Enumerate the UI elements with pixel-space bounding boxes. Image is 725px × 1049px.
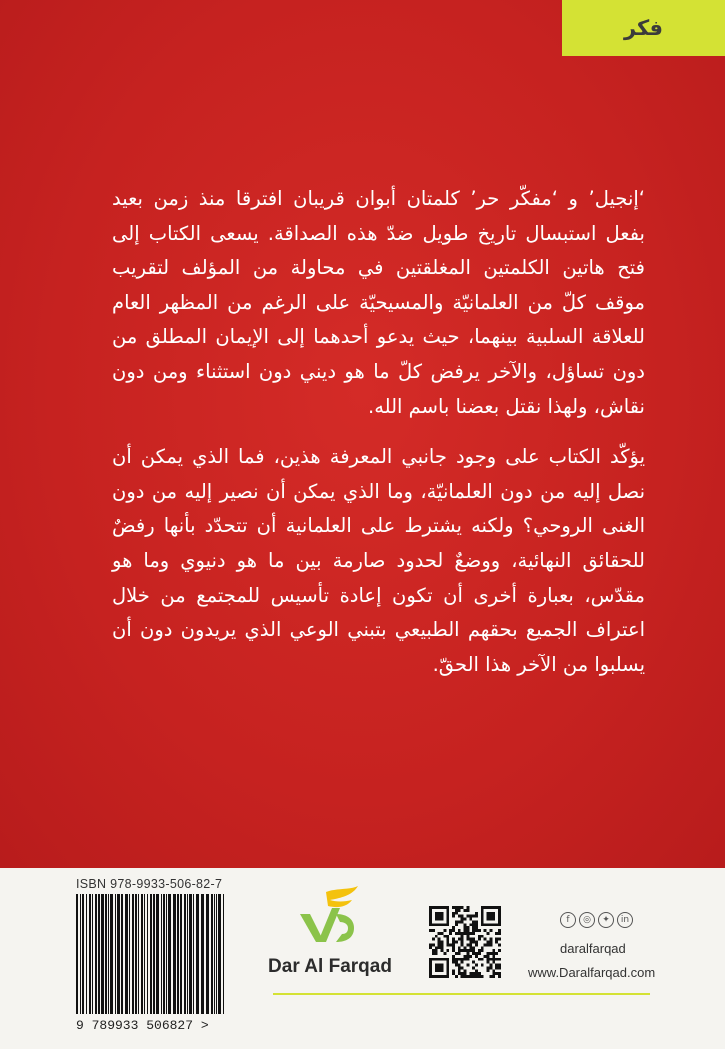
qr-code-icon [429, 906, 501, 978]
barcode-digits: 9 789933 506827 > [76, 1018, 209, 1033]
social-handle[interactable]: daralfarqad [560, 941, 626, 956]
category-tag-label: فكر [623, 16, 664, 40]
footer-divider [273, 993, 650, 995]
blurb-paragraph-2: يؤكّد الكتاب على وجود جانبي المعرفة هذين، فما الذي يمكن أن نصل إليه من دون العلمانيّة، وما الذي يمكن أن نصير إليه من دون الغنى الروحي؟ ولكنه يشترط على العلمانية أن تتحدّد بأنها رفضٌ للحقائق النهائية، ووضعٌ لحدود صارمة بين ما هو دنيوي وما هو مقدّس، بعبارة أخرى أن تكون إعادة تأسيس للمجتمع من خلال اعتراف الجميع بحقهم الطبيعي بتبني الوعي الذي يريدون دون أن يسلبوا من الآخر هذا الحقّ. [112, 445, 645, 676]
linkedin-icon[interactable]: in [617, 912, 633, 928]
twitter-icon[interactable]: ✦ [598, 912, 614, 928]
category-tag [562, 0, 725, 56]
barcode-icon [76, 894, 229, 1014]
social-icons [560, 912, 633, 928]
blurb-paragraph-1: ‘إنجيل’ و ‘مفكّر حر’ كلمتان أبوان قريبان افترقا منذ زمن بعيد بفعل استبسال تاريخ طويل ضدّ هذه الصداقة. يسعى الكتاب إلى فتح هاتين الكلمتين المغلقتين في محاولة من المؤلف لتقريب موقف كلّ من العلمانيّة والمسيحيّة على الرغم من المظهر العام للعلاقة السلبية بينهما، حيث يدعو أحدهما إلى الإيمان المطلق من دون تساؤل، والآخر يرفض كلّ ما هو ديني دون استثناء ومن دون نقاش، ولهذا نقتل بعضنا باسم الله. [112, 187, 645, 418]
blurb-text [112, 182, 645, 682]
facebook-icon[interactable]: f [560, 912, 576, 928]
instagram-icon[interactable]: ◎ [579, 912, 595, 928]
website-link[interactable]: www.Daralfarqad.com [528, 965, 656, 980]
publisher-name: Dar Al Farqad [268, 956, 392, 977]
publisher-logo-icon [296, 884, 360, 948]
isbn-label: ISBN 978-9933-506-82-7 [76, 877, 223, 891]
